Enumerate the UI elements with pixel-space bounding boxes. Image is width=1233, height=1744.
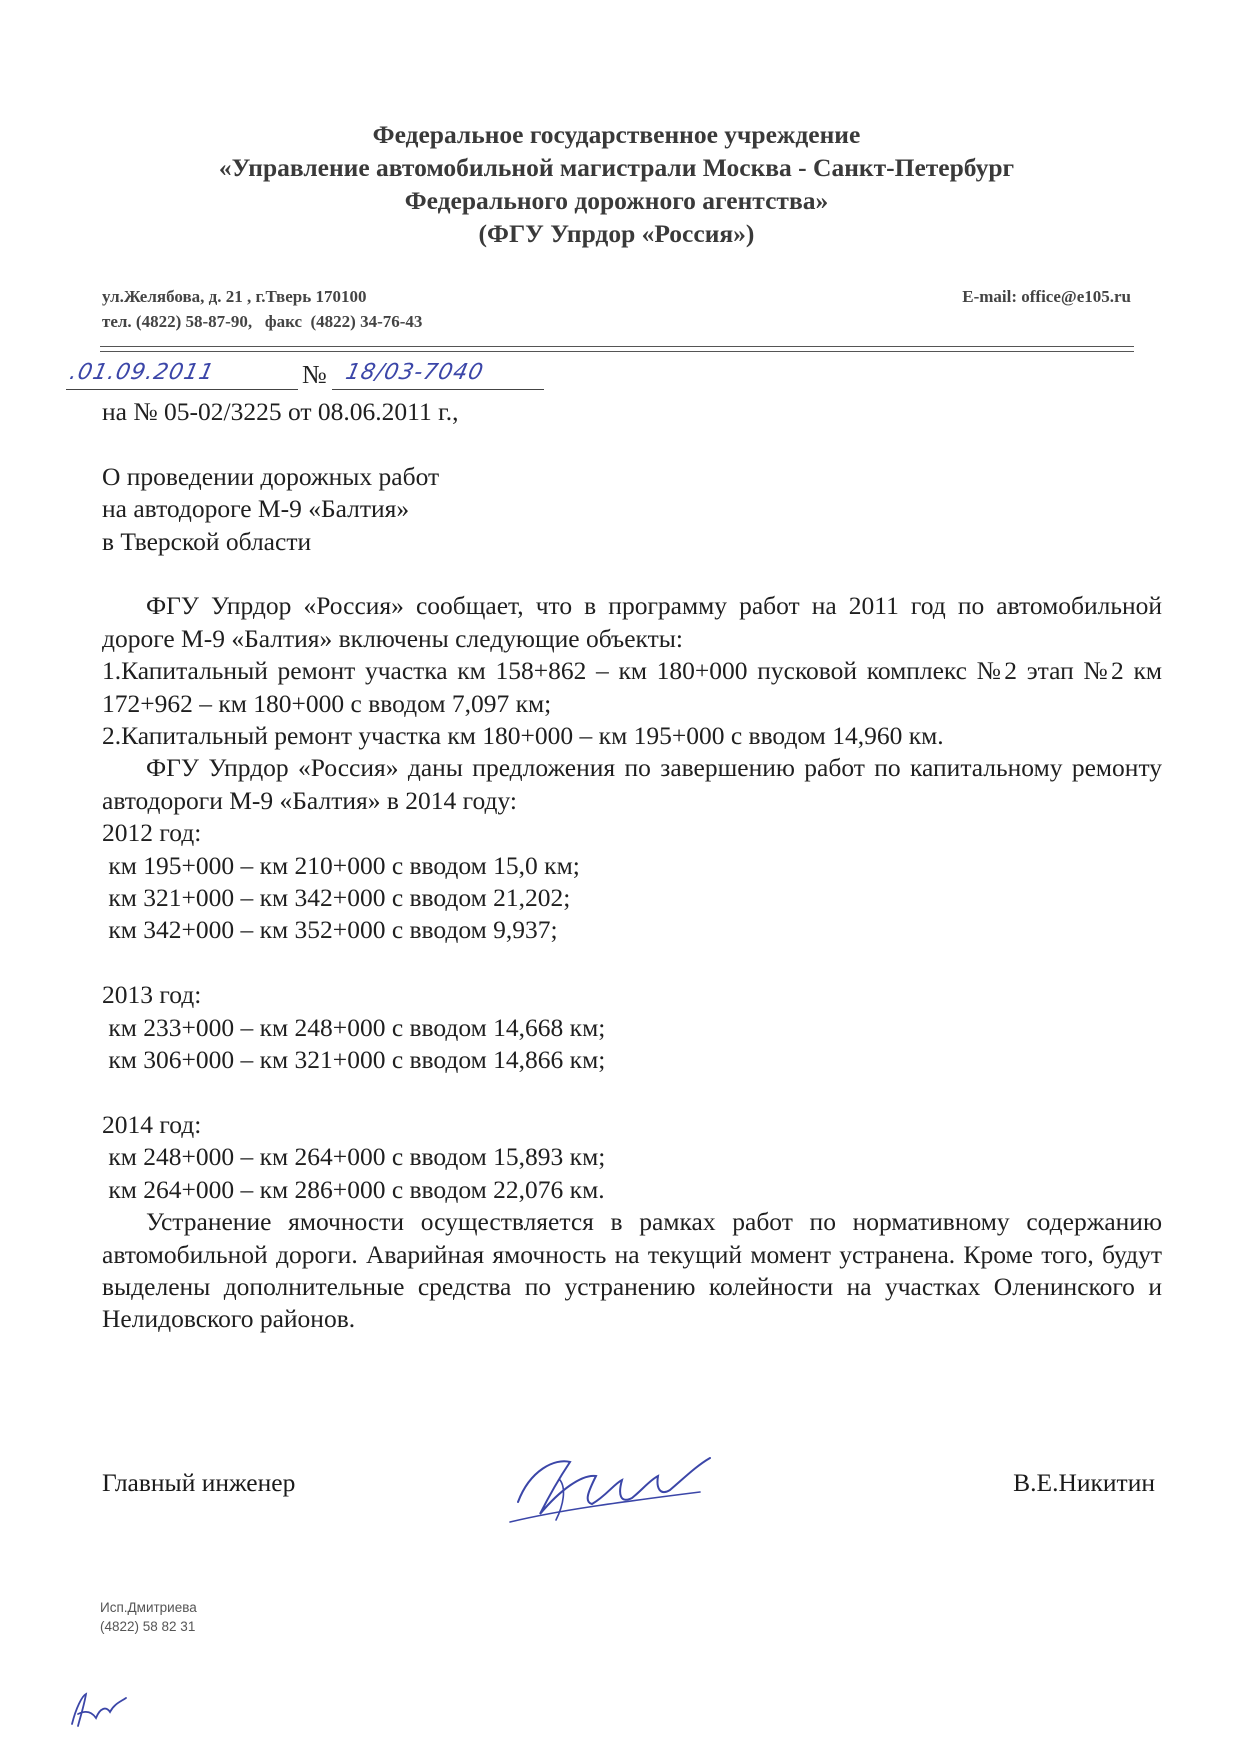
number-sign: № [302, 360, 327, 389]
section-item: км 321+000 – км 342+000 с вводом 21,202; [102, 883, 571, 913]
letterhead-line: Федеральное государственное учреждение [372, 120, 861, 149]
header-divider-bottom [100, 351, 1134, 352]
handwritten-signature [500, 1440, 730, 1540]
handwritten-number: 18/03-7040 [343, 360, 486, 385]
intro-paragraph: ФГУ Упрдор «Россия» сообщает, что в программу работ на 2011 год по автомобильной дороге М-9 «Балтия» включены следующие объекты: [102, 591, 1162, 653]
header-divider-top [100, 346, 1134, 347]
section-item: км 248+000 – км 264+000 с вводом 15,893 км; [102, 1142, 606, 1172]
subject-line: О проведении дорожных работ [102, 461, 440, 491]
email-text: E-mail: office@e105.ru [962, 287, 1131, 306]
handwritten-initials [66, 1688, 136, 1732]
address-text: ул.Желябова, д. 21 , г.Тверь 170100 [102, 287, 367, 306]
section-item: км 233+000 – км 248+000 с вводом 14,668 км; [102, 1012, 606, 1042]
program-item-2: 2.Капитальный ремонт участка км 180+000 – км 195+000 с вводом 14,960 км. [102, 721, 944, 751]
handwritten-date: .01.09.2011 [67, 360, 217, 385]
registration-line [66, 360, 546, 394]
executor-phone: (4822) 58 82 31 [100, 1619, 196, 1634]
proposal-paragraph: ФГУ Упрдор «Россия» даны предложения по завершению работ по капитальному ремонту автодороги М-9 «Балтия» в 2014 году: [102, 753, 1162, 815]
section-item: км 195+000 – км 210+000 с вводом 15,0 км; [102, 850, 580, 880]
letterhead-line: Федерального дорожного агентства» [404, 186, 829, 215]
subject-line: в Тверской области [102, 526, 312, 556]
section-item: км 306+000 – км 321+000 с вводом 14,866 км; [102, 1045, 606, 1075]
year-heading: 2014 год: [102, 1109, 202, 1139]
closing-paragraph: Устранение ямочности осуществляется в рамках работ по нормативному содержанию автомобильной дороги. Аварийная ямочность на текущий момент устранена. Кроме того, будут выделены дополнительные средства по устранению колейности на участках Оленинского и Нелидовского районов. [102, 1207, 1162, 1334]
letterhead-line: «Управление автомобильной магистрали Москва - Санкт-Петербург [218, 153, 1015, 182]
letterhead-line: (ФГУ Упрдор «Россия») [478, 219, 755, 248]
date-underline [66, 389, 298, 390]
letter-body [102, 396, 1162, 1336]
number-underline [332, 389, 544, 390]
year-heading: 2013 год: [102, 980, 202, 1010]
contacts-block [102, 284, 422, 334]
reply-reference: на № 05-02/3225 от 08.06.2011 г., [102, 397, 459, 426]
section-item: км 264+000 – км 286+000 с вводом 22,076 км. [102, 1174, 605, 1204]
executor-name: Исп.Дмитриева [100, 1600, 197, 1615]
program-item-1: 1.Капитальный ремонт участка км 158+862 – км 180+000 пусковой комплекс №2 этап №2 км 172+962 – км 180+000 с вводом 7,097 км; [102, 656, 1162, 718]
signatory-name: В.Е.Никитин [1013, 1468, 1155, 1497]
section-item: км 342+000 – км 352+000 с вводом 9,937; [102, 915, 558, 945]
signatory-title: Главный инженер [102, 1468, 296, 1497]
executor-block [100, 1598, 197, 1636]
letterhead [0, 118, 1233, 250]
subject-line: на автодороге М-9 «Балтия» [102, 494, 410, 524]
year-heading: 2012 год: [102, 818, 202, 848]
phones-text: тел. (4822) 58-87-90, факс (4822) 34-76-43 [102, 312, 423, 331]
